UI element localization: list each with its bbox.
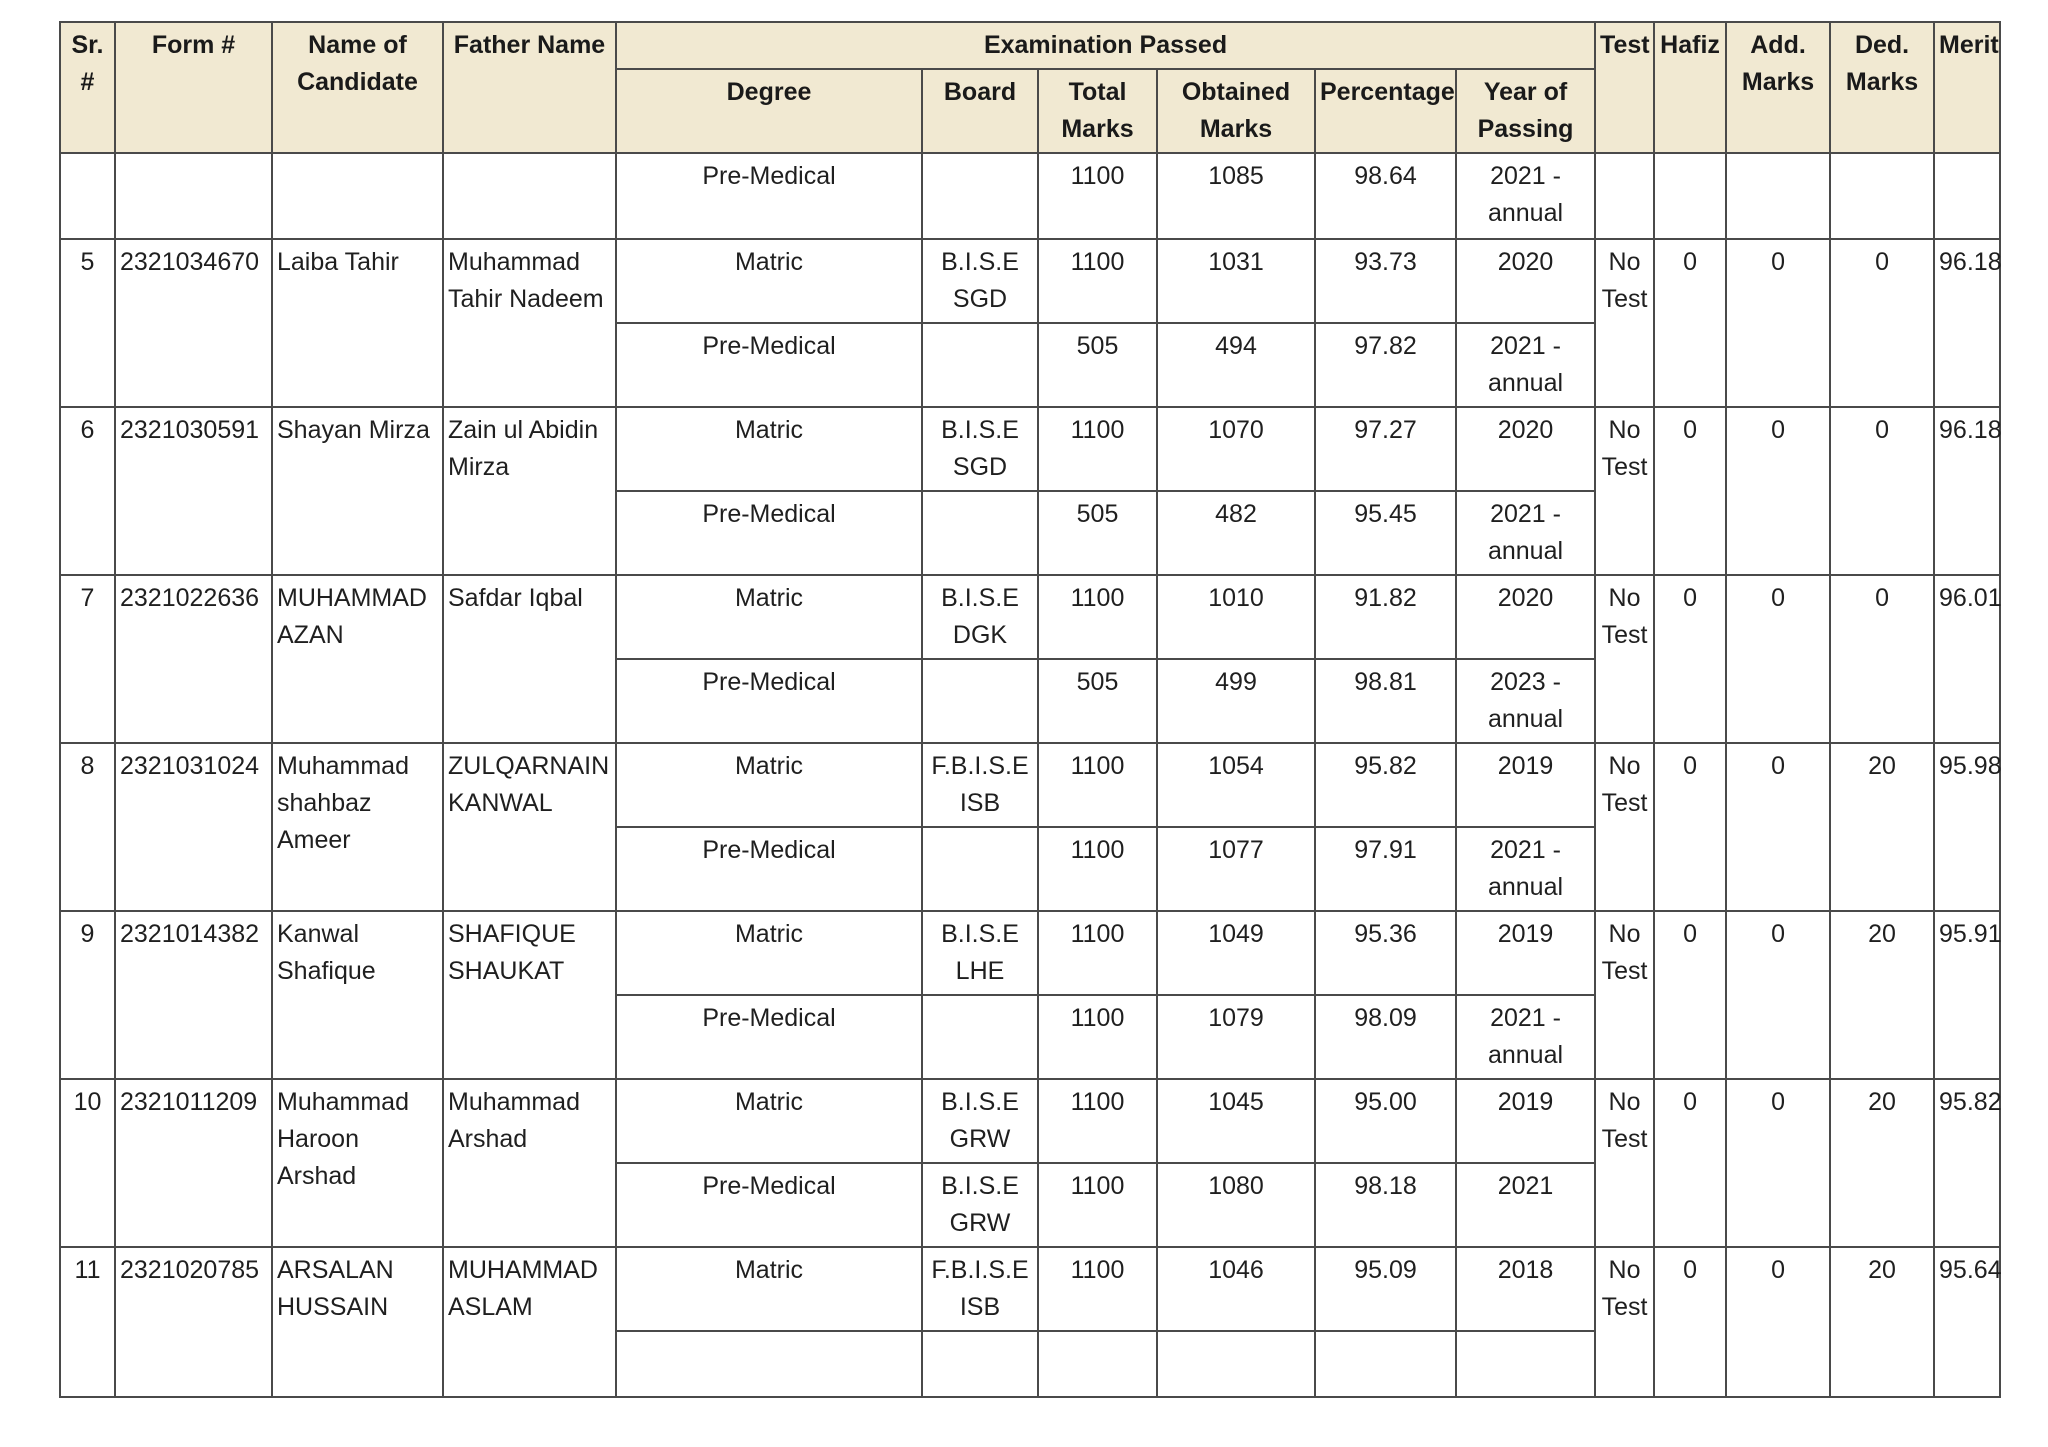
degree-cell: Matric [616,239,922,323]
test-cell: No Test [1595,239,1654,407]
total-marks-cell: 1100 [1038,575,1157,659]
hafiz-cell: 0 [1654,239,1726,407]
board-cell [922,1331,1038,1397]
form-cell: 2321031024 [115,743,272,911]
header-ded-marks: Ded. Marks [1830,22,1934,153]
board-cell [922,491,1038,575]
year-cell: 2018 [1456,1247,1595,1331]
total-marks-cell: 505 [1038,491,1157,575]
merit-cell [1934,153,2000,239]
add-marks-cell: 0 [1726,1247,1830,1397]
percentage-cell: 97.82 [1315,323,1456,407]
father-cell: Safdar Iqbal [443,575,616,743]
obtained-marks-cell [1157,1331,1315,1397]
percentage-cell: 91.82 [1315,575,1456,659]
table-body [60,153,2000,1397]
merit-cell: 95.98 [1934,743,2000,911]
percentage-cell: 95.82 [1315,743,1456,827]
degree-cell: Pre-Medical [616,1163,922,1247]
father-cell: Muhammad Arshad [443,1079,616,1247]
obtained-marks-cell: 1045 [1157,1079,1315,1163]
degree-cell: Pre-Medical [616,491,922,575]
degree-cell: Pre-Medical [616,995,922,1079]
test-cell: No Test [1595,1079,1654,1247]
sr-cell: 11 [60,1247,115,1397]
father-cell [443,153,616,239]
board-cell [922,153,1038,239]
merit-cell: 95.64 [1934,1247,2000,1397]
header-percentage: Percentage [1315,69,1456,153]
degree-cell [616,1331,922,1397]
add-marks-cell: 0 [1726,911,1830,1079]
percentage-cell: 95.45 [1315,491,1456,575]
total-marks-cell: 1100 [1038,743,1157,827]
sr-cell: 5 [60,239,115,407]
name-cell [272,153,443,239]
ded-marks-cell: 20 [1830,1079,1934,1247]
hafiz-cell: 0 [1654,1247,1726,1397]
percentage-cell: 97.91 [1315,827,1456,911]
degree-cell: Matric [616,1247,922,1331]
obtained-marks-cell: 1070 [1157,407,1315,491]
obtained-marks-cell: 1077 [1157,827,1315,911]
sr-cell: 6 [60,407,115,575]
year-cell: 2019 [1456,911,1595,995]
header-merit: Merit [1934,22,2000,153]
add-marks-cell: 0 [1726,239,1830,407]
ded-marks-cell: 0 [1830,239,1934,407]
header-form: Form # [115,22,272,153]
name-cell: ARSALAN HUSSAIN [272,1247,443,1397]
father-cell: SHAFIQUE SHAUKAT [443,911,616,1079]
obtained-marks-cell: 1010 [1157,575,1315,659]
board-cell [922,659,1038,743]
form-cell: 2321020785 [115,1247,272,1397]
year-cell: 2020 [1456,407,1595,491]
total-marks-cell: 1100 [1038,911,1157,995]
ded-marks-cell: 0 [1830,575,1934,743]
sr-cell: 10 [60,1079,115,1247]
table-header [60,22,2000,153]
hafiz-cell: 0 [1654,1079,1726,1247]
add-marks-cell: 0 [1726,1079,1830,1247]
ded-marks-cell: 20 [1830,743,1934,911]
form-cell: 2321034670 [115,239,272,407]
name-cell: Muhammad Haroon Arshad [272,1079,443,1247]
obtained-marks-cell: 1031 [1157,239,1315,323]
hafiz-cell [1654,153,1726,239]
degree-cell: Matric [616,1079,922,1163]
total-marks-cell: 1100 [1038,1079,1157,1163]
year-cell: 2020 [1456,239,1595,323]
sr-cell: 9 [60,911,115,1079]
sr-cell: 7 [60,575,115,743]
year-cell: 2020 [1456,575,1595,659]
ded-marks-cell: 20 [1830,911,1934,1079]
percentage-cell: 95.36 [1315,911,1456,995]
header-hafiz: Hafiz [1654,22,1726,153]
form-cell: 2321022636 [115,575,272,743]
candidate-row [60,1079,2000,1163]
degree-cell: Matric [616,575,922,659]
candidate-row [60,911,2000,995]
percentage-cell: 98.64 [1315,153,1456,239]
obtained-marks-cell: 1049 [1157,911,1315,995]
name-cell: Shayan Mirza [272,407,443,575]
board-cell: F.B.I.S.E ISB [922,1247,1038,1331]
test-cell: No Test [1595,1247,1654,1397]
board-cell: B.I.S.E LHE [922,911,1038,995]
total-marks-cell: 1100 [1038,1163,1157,1247]
total-marks-cell [1038,1331,1157,1397]
ded-marks-cell: 0 [1830,407,1934,575]
merit-cell: 95.91 [1934,911,2000,1079]
obtained-marks-cell: 1046 [1157,1247,1315,1331]
obtained-marks-cell: 494 [1157,323,1315,407]
candidate-row [60,407,2000,491]
candidate-row [60,743,2000,827]
merit-list-table [59,21,2001,1398]
form-cell: 2321011209 [115,1079,272,1247]
father-cell: MUHAMMAD ASLAM [443,1247,616,1397]
name-cell: Muhammad shahbaz Ameer [272,743,443,911]
header-degree: Degree [616,69,922,153]
obtained-marks-cell: 1085 [1157,153,1315,239]
degree-cell: Pre-Medical [616,153,922,239]
header-father: Father Name [443,22,616,153]
merit-cell: 95.82 [1934,1079,2000,1247]
sr-cell: 8 [60,743,115,911]
father-cell: ZULQARNAIN KANWAL [443,743,616,911]
percentage-cell: 95.00 [1315,1079,1456,1163]
degree-cell: Matric [616,407,922,491]
obtained-marks-cell: 499 [1157,659,1315,743]
merit-cell: 96.18 [1934,407,2000,575]
header-year-of-passing: Year of Passing [1456,69,1595,153]
hafiz-cell: 0 [1654,575,1726,743]
father-cell: Muhammad Tahir Nadeem [443,239,616,407]
total-marks-cell: 1100 [1038,239,1157,323]
hafiz-cell: 0 [1654,743,1726,911]
test-cell: No Test [1595,575,1654,743]
test-cell: No Test [1595,407,1654,575]
year-cell: 2021 - annual [1456,995,1595,1079]
degree-cell: Matric [616,743,922,827]
degree-cell: Pre-Medical [616,659,922,743]
degree-cell: Matric [616,911,922,995]
header-examination-passed: Examination Passed [616,22,1595,69]
header-board: Board [922,69,1038,153]
merit-list-sheet [59,21,2002,1398]
board-cell: B.I.S.E GRW [922,1079,1038,1163]
degree-cell: Pre-Medical [616,827,922,911]
board-cell [922,323,1038,407]
header-add-marks: Add. Marks [1726,22,1830,153]
year-cell: 2019 [1456,743,1595,827]
year-cell: 2019 [1456,1079,1595,1163]
percentage-cell: 93.73 [1315,239,1456,323]
total-marks-cell: 1100 [1038,995,1157,1079]
year-cell: 2023 - annual [1456,659,1595,743]
header-total-marks: Total Marks [1038,69,1157,153]
percentage-cell: 98.09 [1315,995,1456,1079]
year-cell: 2021 - annual [1456,153,1595,239]
add-marks-cell: 0 [1726,575,1830,743]
total-marks-cell: 505 [1038,323,1157,407]
add-marks-cell: 0 [1726,407,1830,575]
percentage-cell [1315,1331,1456,1397]
candidate-row [60,575,2000,659]
candidate-row [60,1247,2000,1331]
board-cell: B.I.S.E GRW [922,1163,1038,1247]
total-marks-cell: 1100 [1038,1247,1157,1331]
board-cell: B.I.S.E DGK [922,575,1038,659]
year-cell: 2021 [1456,1163,1595,1247]
header-sr: Sr. # [60,22,115,153]
candidate-row [60,239,2000,323]
header-name: Name of Candidate [272,22,443,153]
degree-cell: Pre-Medical [616,323,922,407]
add-marks-cell: 0 [1726,743,1830,911]
obtained-marks-cell: 1054 [1157,743,1315,827]
hafiz-cell: 0 [1654,911,1726,1079]
test-cell: No Test [1595,911,1654,1079]
ded-marks-cell [1830,153,1934,239]
hafiz-cell: 0 [1654,407,1726,575]
total-marks-cell: 1100 [1038,827,1157,911]
percentage-cell: 98.18 [1315,1163,1456,1247]
percentage-cell: 95.09 [1315,1247,1456,1331]
year-cell: 2021 - annual [1456,323,1595,407]
sr-cell [60,153,115,239]
year-cell [1456,1331,1595,1397]
board-cell [922,995,1038,1079]
father-cell: Zain ul Abidin Mirza [443,407,616,575]
obtained-marks-cell: 1079 [1157,995,1315,1079]
form-cell: 2321030591 [115,407,272,575]
name-cell: MUHAMMAD AZAN [272,575,443,743]
merit-cell: 96.18 [1934,239,2000,407]
percentage-cell: 98.81 [1315,659,1456,743]
add-marks-cell [1726,153,1830,239]
name-cell: Kanwal Shafique [272,911,443,1079]
obtained-marks-cell: 1080 [1157,1163,1315,1247]
total-marks-cell: 1100 [1038,407,1157,491]
total-marks-cell: 505 [1038,659,1157,743]
board-cell: F.B.I.S.E ISB [922,743,1038,827]
board-cell [922,827,1038,911]
header-obtained-marks: Obtained Marks [1157,69,1315,153]
form-cell [115,153,272,239]
year-cell: 2021 - annual [1456,491,1595,575]
test-cell: No Test [1595,743,1654,911]
merit-cell: 96.01 [1934,575,2000,743]
ded-marks-cell: 20 [1830,1247,1934,1397]
percentage-cell: 97.27 [1315,407,1456,491]
name-cell: Laiba Tahir [272,239,443,407]
header-test: Test [1595,22,1654,153]
obtained-marks-cell: 482 [1157,491,1315,575]
form-cell: 2321014382 [115,911,272,1079]
board-cell: B.I.S.E SGD [922,239,1038,323]
year-cell: 2021 - annual [1456,827,1595,911]
continued-exam-row [60,153,2000,239]
board-cell: B.I.S.E SGD [922,407,1038,491]
total-marks-cell: 1100 [1038,153,1157,239]
test-cell [1595,153,1654,239]
